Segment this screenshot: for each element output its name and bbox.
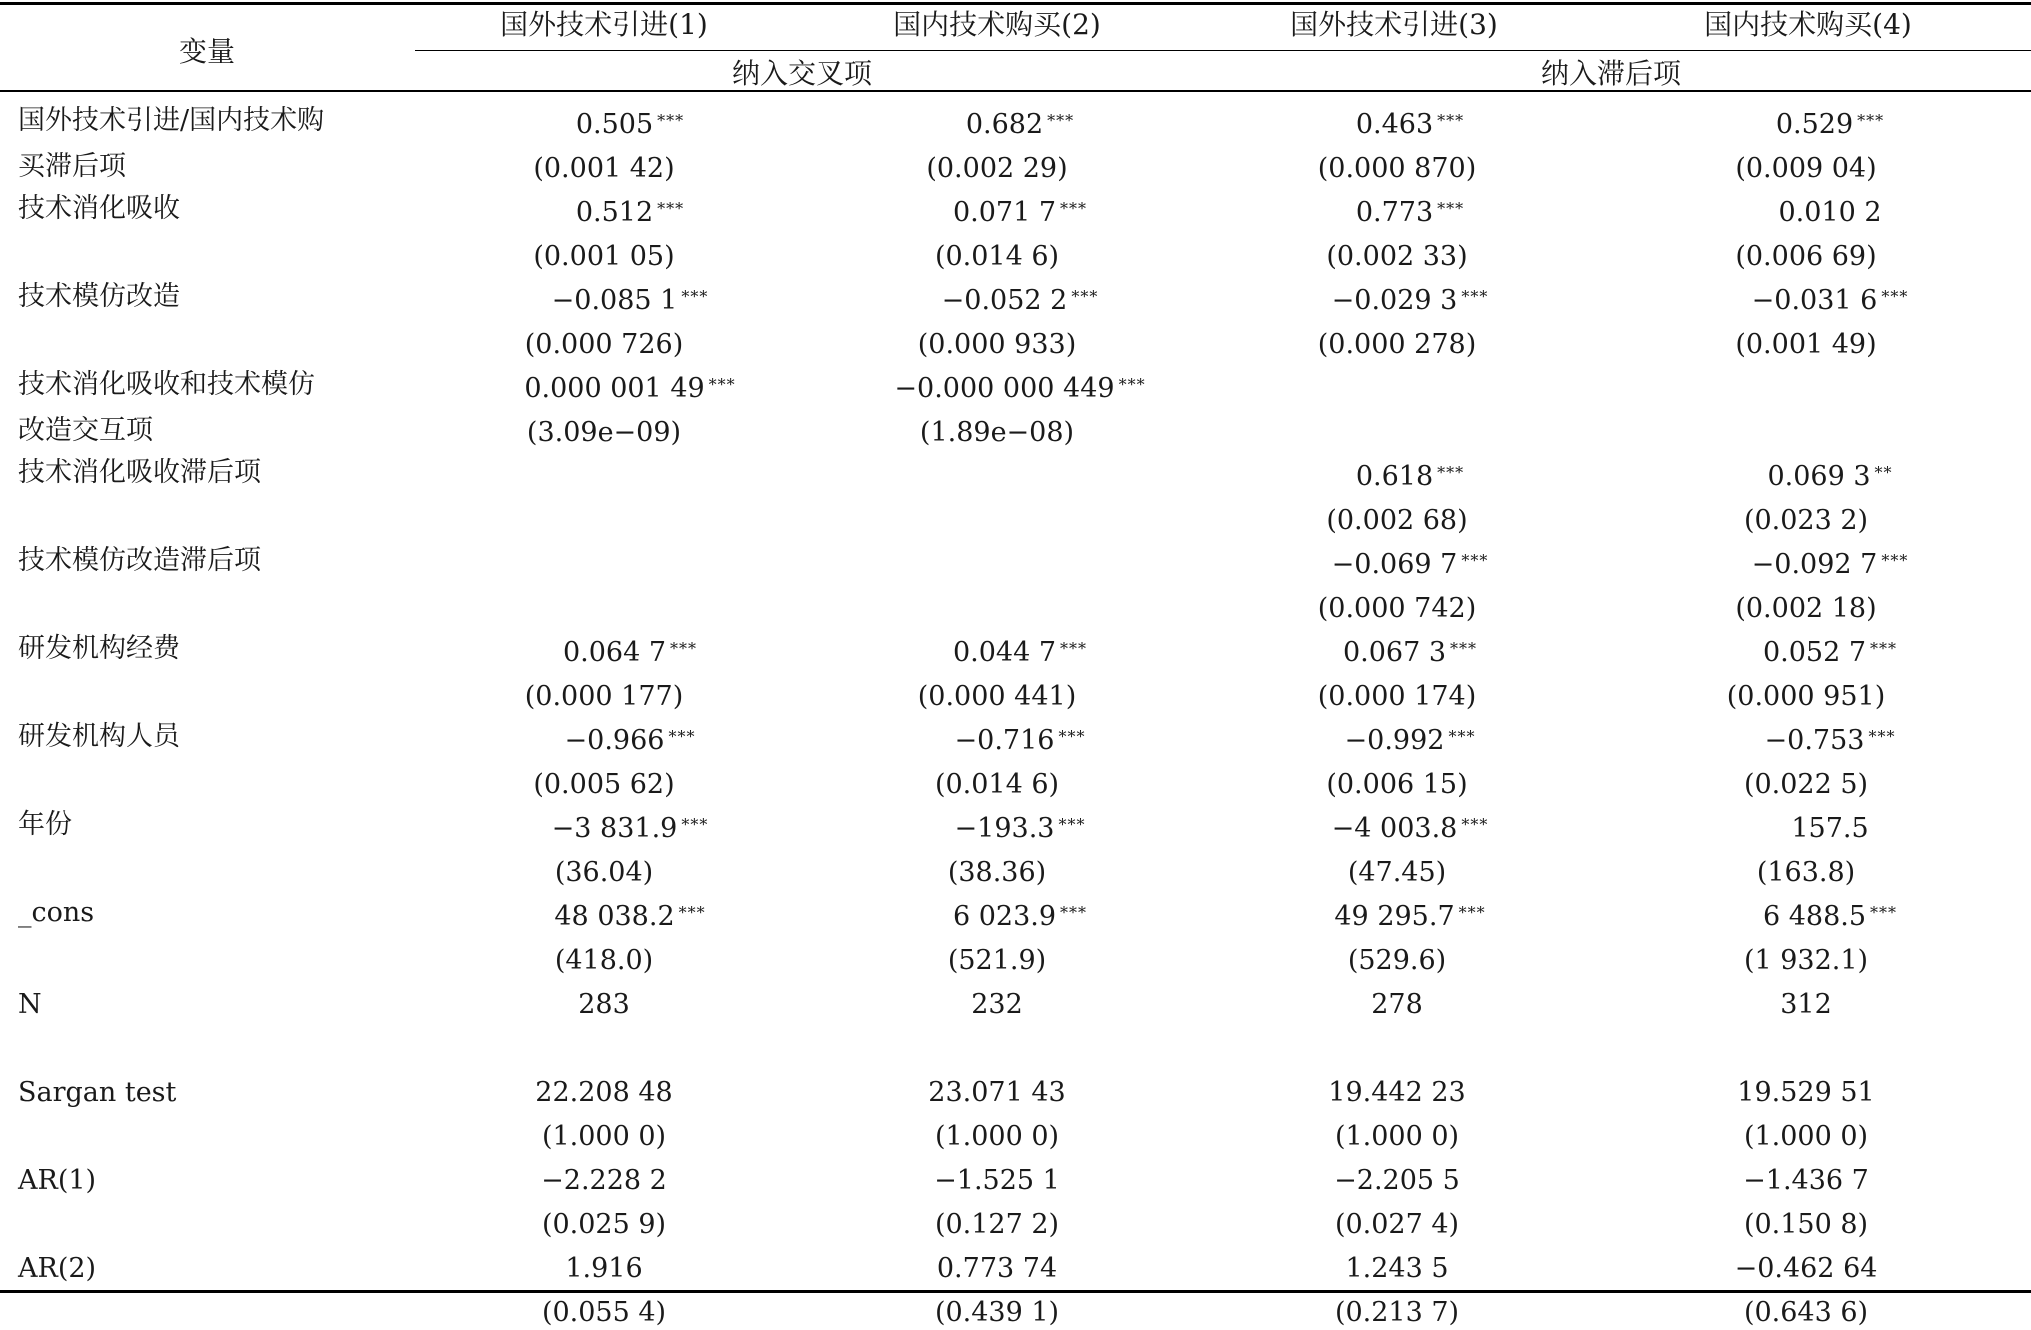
significance-stars: *** xyxy=(1857,111,1885,130)
coefficient-cell: 0.773 *** xyxy=(1355,197,1465,228)
significance-stars: *** xyxy=(678,903,706,922)
significance-stars: *** xyxy=(1058,815,1086,834)
standard-error-cell: (0.002 33) xyxy=(1326,241,1468,272)
coefficient-cell: 0.064 7 *** xyxy=(562,637,698,668)
stat-label: AR(2) xyxy=(18,1253,97,1284)
significance-stars: *** xyxy=(1448,727,1476,746)
coefficient-cell: −0.085 1 *** xyxy=(551,285,709,316)
coefficient-cell: −0.031 6 *** xyxy=(1751,285,1909,316)
significance-stars: *** xyxy=(1881,287,1909,306)
coefficient-cell: 0.071 7 *** xyxy=(952,197,1088,228)
standard-error-cell: (418.0) xyxy=(554,945,654,976)
stat-value: −2.228 2 xyxy=(541,1165,667,1196)
stat-value: −2.205 5 xyxy=(1334,1165,1460,1196)
coefficient-cell: −0.966 *** xyxy=(564,725,696,756)
stat-pvalue: (1.000 0) xyxy=(934,1121,1060,1152)
column-header-2: 国内技术购买(2) xyxy=(893,8,1101,41)
header-rule xyxy=(0,90,2031,92)
significance-stars: *** xyxy=(1870,639,1898,658)
coefficient-cell: −0.753 *** xyxy=(1764,725,1896,756)
standard-error-cell: (0.000 933) xyxy=(917,329,1077,360)
coefficient-cell: 6 023.9 *** xyxy=(952,901,1088,932)
standard-error-cell: (0.002 68) xyxy=(1326,505,1468,536)
significance-stars: *** xyxy=(1071,287,1099,306)
significance-stars: *** xyxy=(1118,375,1146,394)
group-header-lagged: 纳入滞后项 xyxy=(1540,57,1682,90)
stat-value: 1.243 5 xyxy=(1345,1253,1449,1284)
stat-value: 283 xyxy=(578,989,630,1020)
significance-stars: *** xyxy=(1437,111,1465,130)
row-label: 年份 xyxy=(18,809,72,840)
standard-error-cell: (0.022 5) xyxy=(1743,769,1869,800)
group-rule xyxy=(415,50,2031,51)
stat-value: 0.773 74 xyxy=(936,1253,1058,1284)
standard-error-cell: (0.005 62) xyxy=(533,769,675,800)
stat-value: 22.208 48 xyxy=(535,1077,673,1108)
stat-pvalue: (0.213 7) xyxy=(1334,1297,1460,1328)
standard-error-cell: (0.000 177) xyxy=(524,681,684,712)
significance-stars: *** xyxy=(1060,903,1088,922)
standard-error-cell: (0.009 04) xyxy=(1735,153,1877,184)
significance-stars: *** xyxy=(1870,903,1898,922)
row-label: 技术模仿改造 xyxy=(18,281,180,312)
standard-error-cell: (0.006 15) xyxy=(1326,769,1468,800)
row-label: 技术模仿改造滞后项 xyxy=(18,545,261,576)
significance-stars: *** xyxy=(1450,639,1478,658)
standard-error-cell: (0.000 870) xyxy=(1317,153,1477,184)
standard-error-cell: (0.000 174) xyxy=(1317,681,1477,712)
significance-stars: *** xyxy=(668,727,696,746)
stat-value: −0.462 64 xyxy=(1734,1253,1878,1284)
stat-pvalue: (0.027 4) xyxy=(1334,1209,1460,1240)
significance-stars: *** xyxy=(708,375,736,394)
stat-value: 19.529 51 xyxy=(1737,1077,1875,1108)
coefficient-cell: −193.3 *** xyxy=(954,813,1086,844)
standard-error-cell: (38.36) xyxy=(947,857,1047,888)
standard-error-cell: (529.6) xyxy=(1347,945,1447,976)
column-header-1: 国外技术引进(1) xyxy=(500,8,708,41)
row-label: 技术消化吸收 xyxy=(18,193,180,224)
stat-pvalue: (1.000 0) xyxy=(541,1121,667,1152)
standard-error-cell: (0.000 951) xyxy=(1726,681,1886,712)
standard-error-cell: (1.89e−08) xyxy=(919,417,1075,448)
standard-error-cell: (0.023 2) xyxy=(1743,505,1869,536)
significance-stars: *** xyxy=(657,111,685,130)
coefficient-cell: 0.010 2 xyxy=(1778,197,1882,228)
significance-stars: ** xyxy=(1874,463,1893,482)
significance-stars: *** xyxy=(1437,463,1465,482)
standard-error-cell: (0.000 726) xyxy=(524,329,684,360)
coefficient-cell: 157.5 xyxy=(1791,813,1869,844)
bottom-rule xyxy=(0,1290,2031,1293)
coefficient-cell: −0.000 000 449 *** xyxy=(894,373,1146,404)
standard-error-cell: (36.04) xyxy=(554,857,654,888)
stat-pvalue: (1.000 0) xyxy=(1743,1121,1869,1152)
stat-label: AR(1) xyxy=(18,1165,97,1196)
stat-pvalue: (0.439 1) xyxy=(934,1297,1060,1328)
stat-pvalue: (0.127 2) xyxy=(934,1209,1060,1240)
column-header-3: 国外技术引进(3) xyxy=(1290,8,1498,41)
standard-error-cell: (0.014 6) xyxy=(934,241,1060,272)
variable-header: 变量 xyxy=(178,35,236,68)
standard-error-cell: (0.000 441) xyxy=(917,681,1077,712)
coefficient-cell: 0.505 *** xyxy=(575,109,685,140)
standard-error-cell: (0.000 742) xyxy=(1317,593,1477,624)
standard-error-cell: (163.8) xyxy=(1756,857,1856,888)
standard-error-cell: (3.09e−09) xyxy=(526,417,682,448)
coefficient-cell: 0.463 *** xyxy=(1355,109,1465,140)
row-label: 研发机构人员 xyxy=(18,721,180,752)
significance-stars: *** xyxy=(1461,815,1489,834)
coefficient-cell: 0.618 *** xyxy=(1355,461,1465,492)
stat-pvalue: (0.025 9) xyxy=(541,1209,667,1240)
row-label: 技术消化吸收和技术模仿 xyxy=(18,369,315,400)
significance-stars: *** xyxy=(1060,639,1088,658)
standard-error-cell: (0.000 278) xyxy=(1317,329,1477,360)
stat-value: −1.436 7 xyxy=(1743,1165,1869,1196)
significance-stars: *** xyxy=(1868,727,1896,746)
significance-stars: *** xyxy=(1060,199,1088,218)
coefficient-cell: 0.000 001 49 *** xyxy=(524,373,736,404)
row-label: _cons xyxy=(18,897,95,928)
stat-value: 19.442 23 xyxy=(1328,1077,1466,1108)
stat-value: 312 xyxy=(1780,989,1832,1020)
coefficient-cell: −0.052 2 *** xyxy=(941,285,1099,316)
coefficient-cell: −0.029 3 *** xyxy=(1331,285,1489,316)
stat-value: −1.525 1 xyxy=(934,1165,1060,1196)
coefficient-cell: 6 488.5 *** xyxy=(1762,901,1898,932)
standard-error-cell: (1 932.1) xyxy=(1743,945,1869,976)
group-header-interaction: 纳入交叉项 xyxy=(731,57,873,90)
standard-error-cell: (47.45) xyxy=(1347,857,1447,888)
row-label: 研发机构经费 xyxy=(18,633,180,664)
significance-stars: *** xyxy=(1458,903,1486,922)
stat-pvalue: (0.643 6) xyxy=(1743,1297,1869,1328)
significance-stars: *** xyxy=(681,815,709,834)
coefficient-cell: −0.092 7 *** xyxy=(1751,549,1909,580)
standard-error-cell: (0.014 6) xyxy=(934,769,1060,800)
stat-value: 232 xyxy=(971,989,1023,1020)
coefficient-cell: 48 038.2 *** xyxy=(554,901,706,932)
coefficient-cell: −0.716 *** xyxy=(954,725,1086,756)
row-label: 国外技术引进/国内技术购 xyxy=(18,105,325,136)
coefficient-cell: 49 295.7 *** xyxy=(1334,901,1486,932)
significance-stars: *** xyxy=(657,199,685,218)
significance-stars: *** xyxy=(1437,199,1465,218)
coefficient-cell: −4 003.8 *** xyxy=(1331,813,1489,844)
standard-error-cell: (0.002 29) xyxy=(926,153,1068,184)
coefficient-cell: −0.069 7 *** xyxy=(1331,549,1489,580)
stat-value: 1.916 xyxy=(565,1253,643,1284)
standard-error-cell: (0.006 69) xyxy=(1735,241,1877,272)
standard-error-cell: (0.002 18) xyxy=(1735,593,1877,624)
standard-error-cell: (521.9) xyxy=(947,945,1047,976)
stat-pvalue: (0.055 4) xyxy=(541,1297,667,1328)
coefficient-cell: 0.067 3 *** xyxy=(1342,637,1478,668)
coefficient-cell: 0.069 3 ** xyxy=(1767,461,1893,492)
stat-value: 23.071 43 xyxy=(928,1077,1066,1108)
stat-label: Sargan test xyxy=(18,1077,177,1108)
row-label: 技术消化吸收滞后项 xyxy=(18,457,261,488)
column-header-4: 国内技术购买(4) xyxy=(1704,8,1912,41)
significance-stars: *** xyxy=(681,287,709,306)
coefficient-cell: −3 831.9 *** xyxy=(551,813,709,844)
significance-stars: *** xyxy=(1058,727,1086,746)
stat-pvalue: (1.000 0) xyxy=(1334,1121,1460,1152)
significance-stars: *** xyxy=(1881,551,1909,570)
significance-stars: *** xyxy=(1461,551,1489,570)
significance-stars: *** xyxy=(670,639,698,658)
significance-stars: *** xyxy=(1461,287,1489,306)
standard-error-cell: (0.001 49) xyxy=(1735,329,1877,360)
coefficient-cell: 0.052 7 *** xyxy=(1762,637,1898,668)
significance-stars: *** xyxy=(1047,111,1075,130)
standard-error-cell: (0.001 42) xyxy=(533,153,675,184)
row-label-continued: 改造交互项 xyxy=(18,415,153,446)
coefficient-cell: 0.044 7 *** xyxy=(952,637,1088,668)
stat-value: 278 xyxy=(1371,989,1423,1020)
coefficient-cell: −0.992 *** xyxy=(1344,725,1476,756)
coefficient-cell: 0.529 *** xyxy=(1775,109,1885,140)
coefficient-cell: 0.682 *** xyxy=(965,109,1075,140)
stat-pvalue: (0.150 8) xyxy=(1743,1209,1869,1240)
top-rule xyxy=(0,2,2031,5)
standard-error-cell: (0.001 05) xyxy=(533,241,675,272)
row-label-continued: 买滞后项 xyxy=(18,151,126,182)
coefficient-cell: 0.512 *** xyxy=(575,197,685,228)
stat-label: N xyxy=(18,989,42,1020)
